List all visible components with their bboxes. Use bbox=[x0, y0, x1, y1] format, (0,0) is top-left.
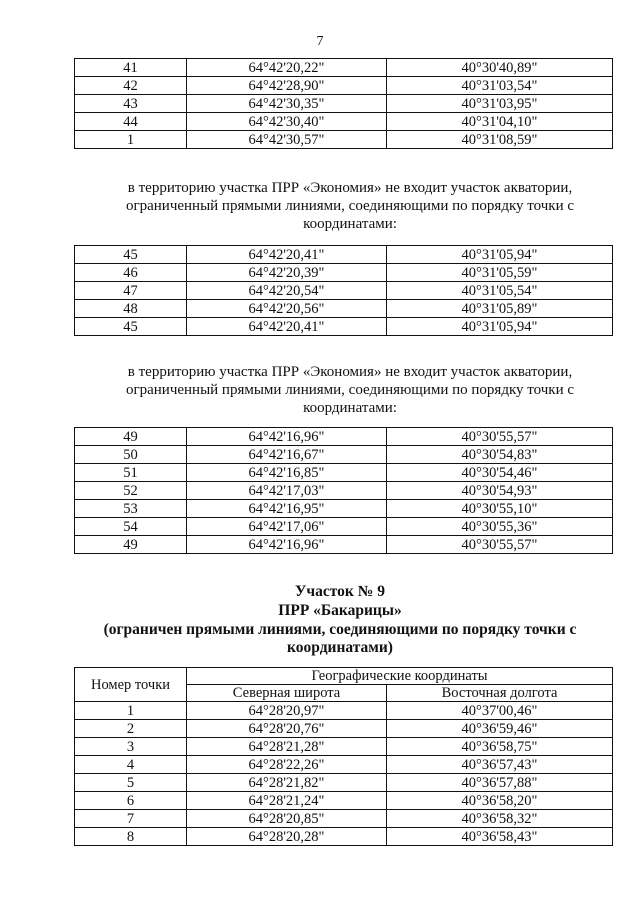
longitude-cell: 40°30'54,93" bbox=[387, 482, 613, 500]
table-row bbox=[75, 828, 613, 846]
point-cell: 51 bbox=[75, 464, 187, 482]
table-row bbox=[75, 518, 613, 536]
longitude-cell: 40°30'55,10" bbox=[387, 500, 613, 518]
latitude-cell: 64°28'20,76" bbox=[187, 720, 387, 738]
table-row bbox=[75, 131, 613, 149]
table-row bbox=[75, 264, 613, 282]
point-cell: 47 bbox=[75, 282, 187, 300]
header-north-latitude: Северная широта bbox=[187, 685, 387, 702]
longitude-cell: 40°31'04,10" bbox=[387, 113, 613, 131]
header-point-number: Номер точки bbox=[75, 668, 187, 702]
latitude-cell: 64°28'21,24" bbox=[187, 792, 387, 810]
latitude-cell: 64°42'16,67" bbox=[187, 446, 387, 464]
longitude-cell: 40°36'59,46" bbox=[387, 720, 613, 738]
table-row bbox=[75, 300, 613, 318]
longitude-cell: 40°31'03,95" bbox=[387, 95, 613, 113]
table-row bbox=[75, 482, 613, 500]
point-cell: 1 bbox=[75, 131, 187, 149]
longitude-cell: 40°36'57,88" bbox=[387, 774, 613, 792]
point-cell: 48 bbox=[75, 300, 187, 318]
point-cell: 46 bbox=[75, 264, 187, 282]
table-row bbox=[75, 702, 613, 720]
table-row bbox=[75, 756, 613, 774]
table-row bbox=[75, 246, 613, 264]
point-cell: 1 bbox=[75, 702, 187, 720]
point-cell: 45 bbox=[75, 318, 187, 336]
header-geographic-coordinates: Географические координаты bbox=[187, 668, 613, 685]
longitude-cell: 40°30'54,83" bbox=[387, 446, 613, 464]
point-cell: 5 bbox=[75, 774, 187, 792]
latitude-cell: 64°42'16,96" bbox=[187, 536, 387, 554]
point-cell: 49 bbox=[75, 428, 187, 446]
latitude-cell: 64°42'17,06" bbox=[187, 518, 387, 536]
point-cell: 3 bbox=[75, 738, 187, 756]
point-cell: 42 bbox=[75, 77, 187, 95]
latitude-cell: 64°42'30,40" bbox=[187, 113, 387, 131]
longitude-cell: 40°31'08,59" bbox=[387, 131, 613, 149]
point-cell: 8 bbox=[75, 828, 187, 846]
coordinates-table-2 bbox=[74, 245, 613, 336]
point-cell: 7 bbox=[75, 810, 187, 828]
latitude-cell: 64°42'30,35" bbox=[187, 95, 387, 113]
longitude-cell: 40°31'05,94" bbox=[387, 246, 613, 264]
point-cell: 43 bbox=[75, 95, 187, 113]
longitude-cell: 40°30'55,36" bbox=[387, 518, 613, 536]
latitude-cell: 64°42'16,85" bbox=[187, 464, 387, 482]
latitude-cell: 64°42'17,03" bbox=[187, 482, 387, 500]
longitude-cell: 40°31'03,54" bbox=[387, 77, 613, 95]
latitude-cell: 64°28'20,97" bbox=[187, 702, 387, 720]
longitude-cell: 40°36'58,20" bbox=[387, 792, 613, 810]
longitude-cell: 40°30'40,89" bbox=[387, 59, 613, 77]
point-cell: 44 bbox=[75, 113, 187, 131]
longitude-cell: 40°31'05,94" bbox=[387, 318, 613, 336]
coordinates-table-2-body bbox=[75, 246, 613, 336]
latitude-cell: 64°42'30,57" bbox=[187, 131, 387, 149]
point-cell: 4 bbox=[75, 756, 187, 774]
longitude-cell: 40°30'54,46" bbox=[387, 464, 613, 482]
table-row bbox=[75, 428, 613, 446]
exclusion-note-2: в территорию участка ПРР «Экономия» не входит участок акватории, ограниченный прямыми линиями, соединяющими по порядку точки с координатами: bbox=[125, 364, 575, 416]
point-cell: 41 bbox=[75, 59, 187, 77]
header-east-longitude: Восточная долгота bbox=[387, 685, 613, 702]
latitude-cell: 64°42'20,54" bbox=[187, 282, 387, 300]
table-row bbox=[75, 59, 613, 77]
point-cell: 54 bbox=[75, 518, 187, 536]
point-cell: 6 bbox=[75, 792, 187, 810]
latitude-cell: 64°28'21,82" bbox=[187, 774, 387, 792]
longitude-cell: 40°30'55,57" bbox=[387, 536, 613, 554]
latitude-cell: 64°28'21,28" bbox=[187, 738, 387, 756]
table-row bbox=[75, 282, 613, 300]
table-row bbox=[75, 792, 613, 810]
table-row bbox=[75, 500, 613, 518]
longitude-cell: 40°31'05,54" bbox=[387, 282, 613, 300]
coordinates-table-4-body bbox=[75, 702, 613, 846]
table-row bbox=[75, 738, 613, 756]
longitude-cell: 40°36'58,75" bbox=[387, 738, 613, 756]
latitude-cell: 64°42'20,56" bbox=[187, 300, 387, 318]
latitude-cell: 64°42'16,95" bbox=[187, 500, 387, 518]
point-cell: 53 bbox=[75, 500, 187, 518]
latitude-cell: 64°42'20,41" bbox=[187, 318, 387, 336]
longitude-cell: 40°31'05,89" bbox=[387, 300, 613, 318]
coordinates-table-3 bbox=[74, 427, 613, 554]
latitude-cell: 64°42'20,22" bbox=[187, 59, 387, 77]
section-subtitle: (ограничен прямыми линиями, соединяющими по порядку точки с координатами) bbox=[103, 621, 577, 656]
point-cell: 45 bbox=[75, 246, 187, 264]
coordinates-table-3-body bbox=[75, 428, 613, 554]
latitude-cell: 64°28'22,26" bbox=[187, 756, 387, 774]
longitude-cell: 40°36'57,43" bbox=[387, 756, 613, 774]
longitude-cell: 40°31'05,59" bbox=[387, 264, 613, 282]
point-cell: 52 bbox=[75, 482, 187, 500]
coordinates-table-1-body bbox=[75, 59, 613, 149]
table-row bbox=[75, 77, 613, 95]
latitude-cell: 64°42'28,90" bbox=[187, 77, 387, 95]
latitude-cell: 64°42'16,96" bbox=[187, 428, 387, 446]
latitude-cell: 64°42'20,41" bbox=[187, 246, 387, 264]
table-row bbox=[75, 464, 613, 482]
table-row bbox=[75, 774, 613, 792]
point-cell: 50 bbox=[75, 446, 187, 464]
longitude-cell: 40°36'58,43" bbox=[387, 828, 613, 846]
point-cell: 49 bbox=[75, 536, 187, 554]
latitude-cell: 64°42'20,39" bbox=[187, 264, 387, 282]
section-title: Участок № 9 bbox=[295, 583, 385, 600]
longitude-cell: 40°30'55,57" bbox=[387, 428, 613, 446]
point-cell: 2 bbox=[75, 720, 187, 738]
table-row bbox=[75, 113, 613, 131]
table-row bbox=[75, 720, 613, 738]
table-row bbox=[75, 536, 613, 554]
table-row bbox=[75, 810, 613, 828]
page-number: 7 bbox=[316, 34, 324, 49]
table-row bbox=[75, 95, 613, 113]
longitude-cell: 40°37'00,46" bbox=[387, 702, 613, 720]
coordinates-table-4 bbox=[74, 667, 613, 846]
longitude-cell: 40°36'58,32" bbox=[387, 810, 613, 828]
table-row bbox=[75, 446, 613, 464]
latitude-cell: 64°28'20,28" bbox=[187, 828, 387, 846]
latitude-cell: 64°28'20,85" bbox=[187, 810, 387, 828]
exclusion-note-1: в территорию участка ПРР «Экономия» не входит участок акватории, ограниченный прямыми линиями, соединяющими по порядку точки с координатами: bbox=[125, 180, 575, 232]
coordinates-table-1 bbox=[74, 58, 613, 149]
table-row bbox=[75, 318, 613, 336]
section-name: ПРР «Бакарицы» bbox=[278, 602, 402, 619]
